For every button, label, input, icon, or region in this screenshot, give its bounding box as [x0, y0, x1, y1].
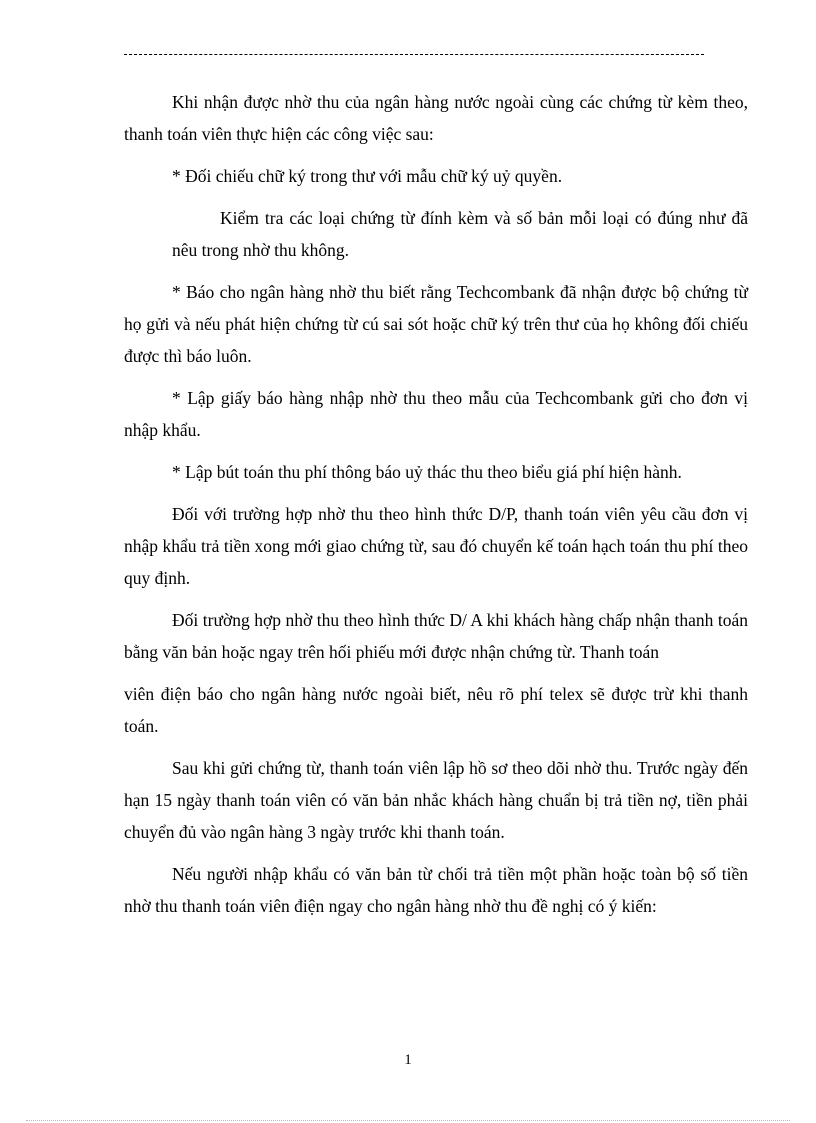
paragraph-notify-bank: * Báo cho ngân hàng nhờ thu biết rằng Techcombank đã nhận được bộ chứng từ họ gửi và nếu phát hiện chứng từ cú sai sót hoặc chữ ký trên thư của họ không đối chiếu được thì báo luôn. [124, 282, 748, 366]
body-text [124, 86, 748, 922]
paragraph-refusal: Nếu người nhập khẩu có văn bản từ chối trả tiền một phần hoặc toàn bộ số tiền nhờ thu thanh toán viên điện ngay cho ngân hàng nhờ thu đề nghị có ý kiến: [124, 864, 748, 916]
paragraph-dp: Đối với trường hợp nhờ thu theo hình thức D/P, thanh toán viên yêu cầu đơn vị nhập khẩu trả tiền xong mới giao chứng từ, sau đó chuyển kế toán hạch toán thu phí theo quy định. [124, 504, 748, 588]
paragraph-signature-check: * Đối chiếu chữ ký trong thư với mẫu chữ ký uỷ quyền. [172, 166, 563, 186]
page-number: 1 [404, 1052, 412, 1068]
paragraph-import-notice: * Lập giấy báo hàng nhập nhờ thu theo mẫu của Techcombank gửi cho đơn vị nhập khẩu. [124, 388, 748, 440]
bottom-dotted-rule [26, 1120, 790, 1121]
paragraph-da: Đối trường hợp nhờ thu theo hình thức D/ A khi khách hàng chấp nhận thanh toán bằng văn bản hoặc ngay trên hối phiếu mới được nhận chứng từ. Thanh toán [124, 610, 748, 662]
header-dashed-rule [124, 54, 704, 55]
paragraph-tracking: Sau khi gửi chứng từ, thanh toán viên lập hồ sơ theo dõi nhờ thu. Trước ngày đến hạn 15 ngày thanh toán viên có văn bản nhắc khách hàng chuẩn bị trả tiền nợ, tiền phải chuyển đủ vào ngân hàng 3 ngày trước khi thanh toán. [124, 758, 748, 842]
paragraph-telex: viên điện báo cho ngân hàng nước ngoài biết, nêu rõ phí telex sẽ được trừ khi thanh toán. [124, 684, 748, 736]
paragraph-intro: Khi nhận được nhờ thu của ngân hàng nước ngoài cùng các chứng từ kèm theo, thanh toán viên thực hiện các công việc sau: [124, 92, 748, 144]
paragraph-document-check: Kiểm tra các loại chứng từ đính kèm và số bản mỗi loại có đúng như đã nêu trong nhờ thu không. [172, 208, 748, 260]
paragraph-fee-entry: * Lập bút toán thu phí thông báo uỷ thác thu theo biểu giá phí hiện hành. [172, 462, 682, 482]
